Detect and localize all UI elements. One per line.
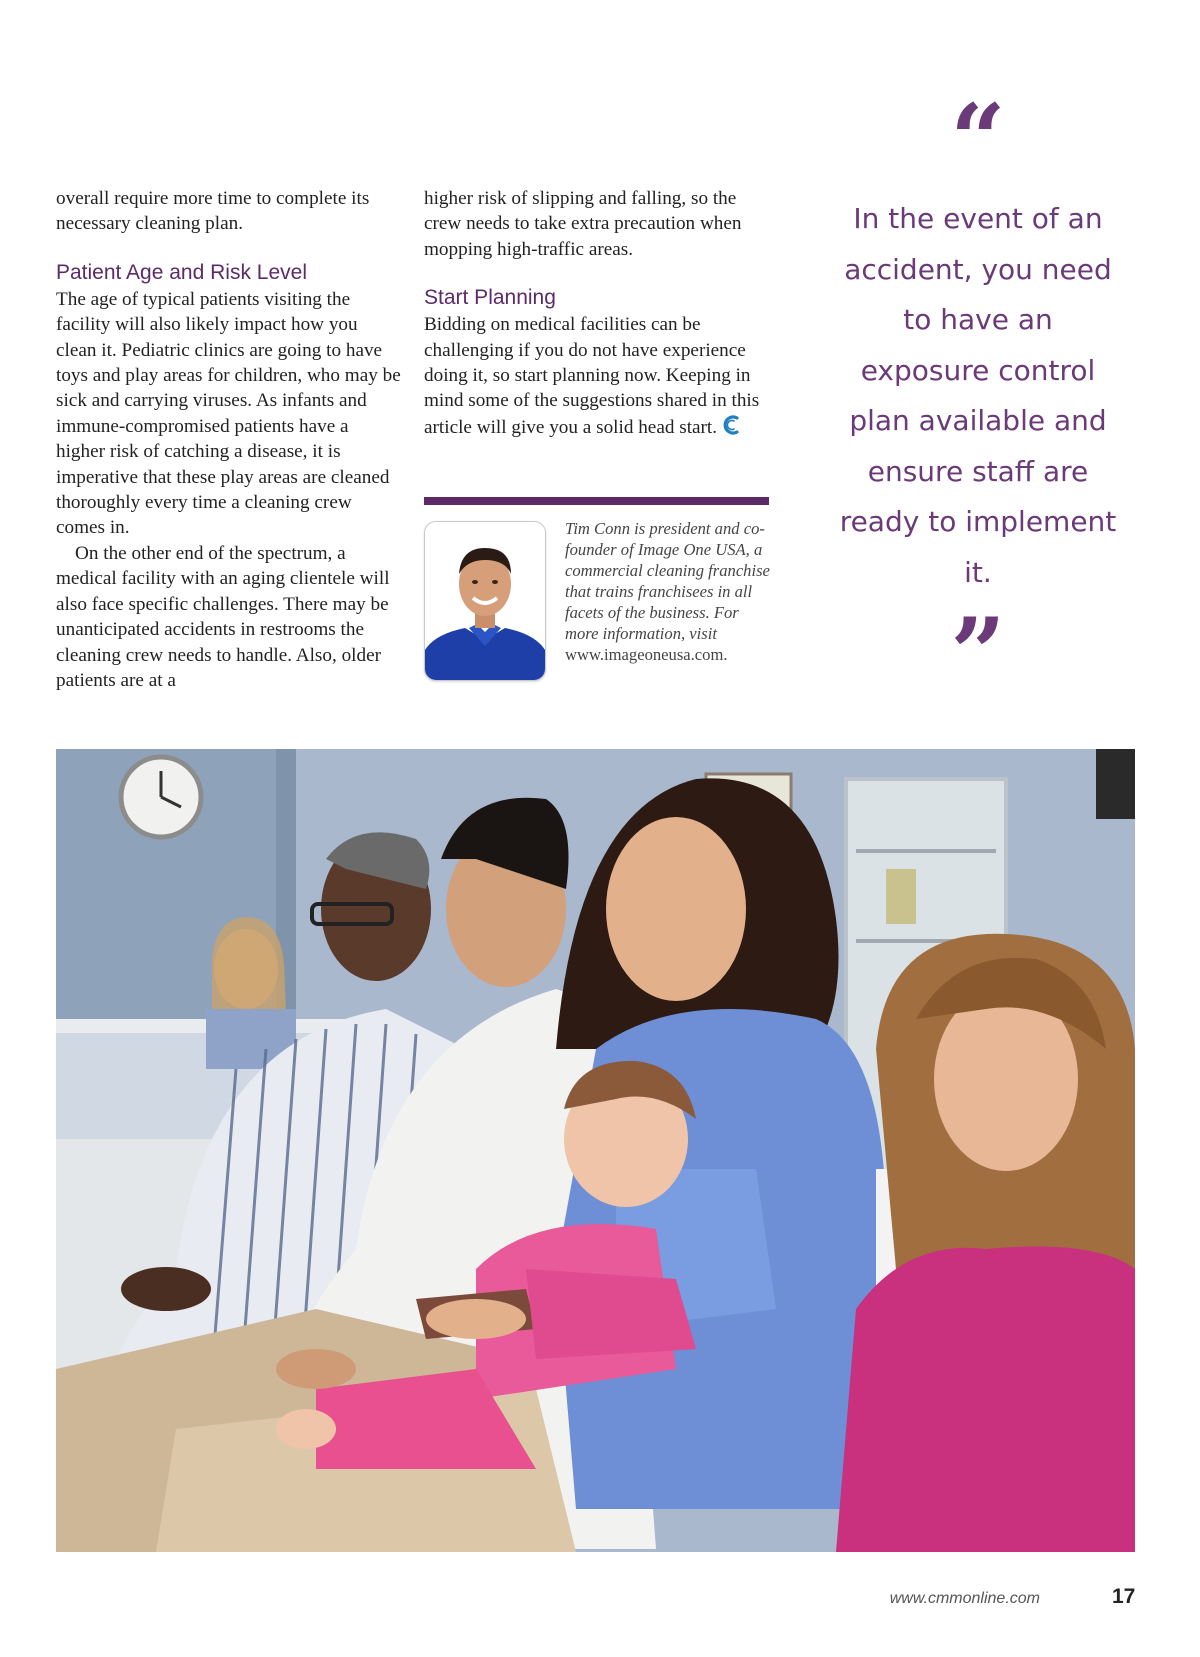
- paragraph: On the other end of the spectrum, a medical facility with an aging clientele will also face specific challenges. There may be unanticipated accidents in restrooms the cleaning crew needs to handle. Also, older patients are at a: [56, 542, 390, 691]
- paragraph-text: Bidding on medical facilities can be challenging if you do not have experience doing it, so start planning now. Keeping in mind some of the suggestions shared in this article will give you a solid head start.: [424, 314, 760, 438]
- pull-quote-text: In the event of an accident, you need to have an exposure control plan available and ensure staff are ready to implement it.: [839, 202, 1117, 589]
- section-heading: Patient Age and Risk Level: [56, 260, 307, 284]
- page-number: 17: [1112, 1585, 1136, 1608]
- article-column-1: [56, 186, 401, 693]
- close-quote-icon: ”: [950, 597, 1006, 710]
- article-column-2: [424, 186, 769, 440]
- end-mark-icon: [721, 414, 741, 436]
- waiting-room-photo: [56, 749, 1135, 1552]
- open-quote-icon: “: [950, 83, 1006, 196]
- divider: [424, 497, 769, 505]
- author-bio-text: Tim Conn is president and co-founder of Image One USA, a commercial cleaning franchise that trains franchisees in all facets of the business. For more information, visit: [565, 519, 770, 643]
- paragraph: [424, 312, 769, 440]
- author-photo: [424, 521, 546, 681]
- section-heading: Start Planning: [424, 286, 556, 310]
- author-bio: [565, 518, 775, 665]
- paragraph: higher risk of slipping and falling, so the crew needs to take extra precaution when mopping high-traffic areas.: [424, 188, 742, 260]
- footer-website[interactable]: www.cmmonline.com: [889, 1590, 1040, 1607]
- paragraph: overall require more time to complete its necessary cleaning plan.: [56, 188, 370, 235]
- author-website-link[interactable]: www.imageoneusa.com.: [565, 645, 728, 664]
- pull-quote: [838, 83, 1118, 710]
- paragraph: The age of typical patients visiting the facility will also likely impact how you clean it. Pediatric clinics are going to have toys and play areas for children, who may be sick and carrying viruses. As infants and immune-compromised patients have a higher risk of catching a disease, it is imperative that these play areas are cleaned thoroughly every time a cleaning crew comes in.: [56, 288, 401, 539]
